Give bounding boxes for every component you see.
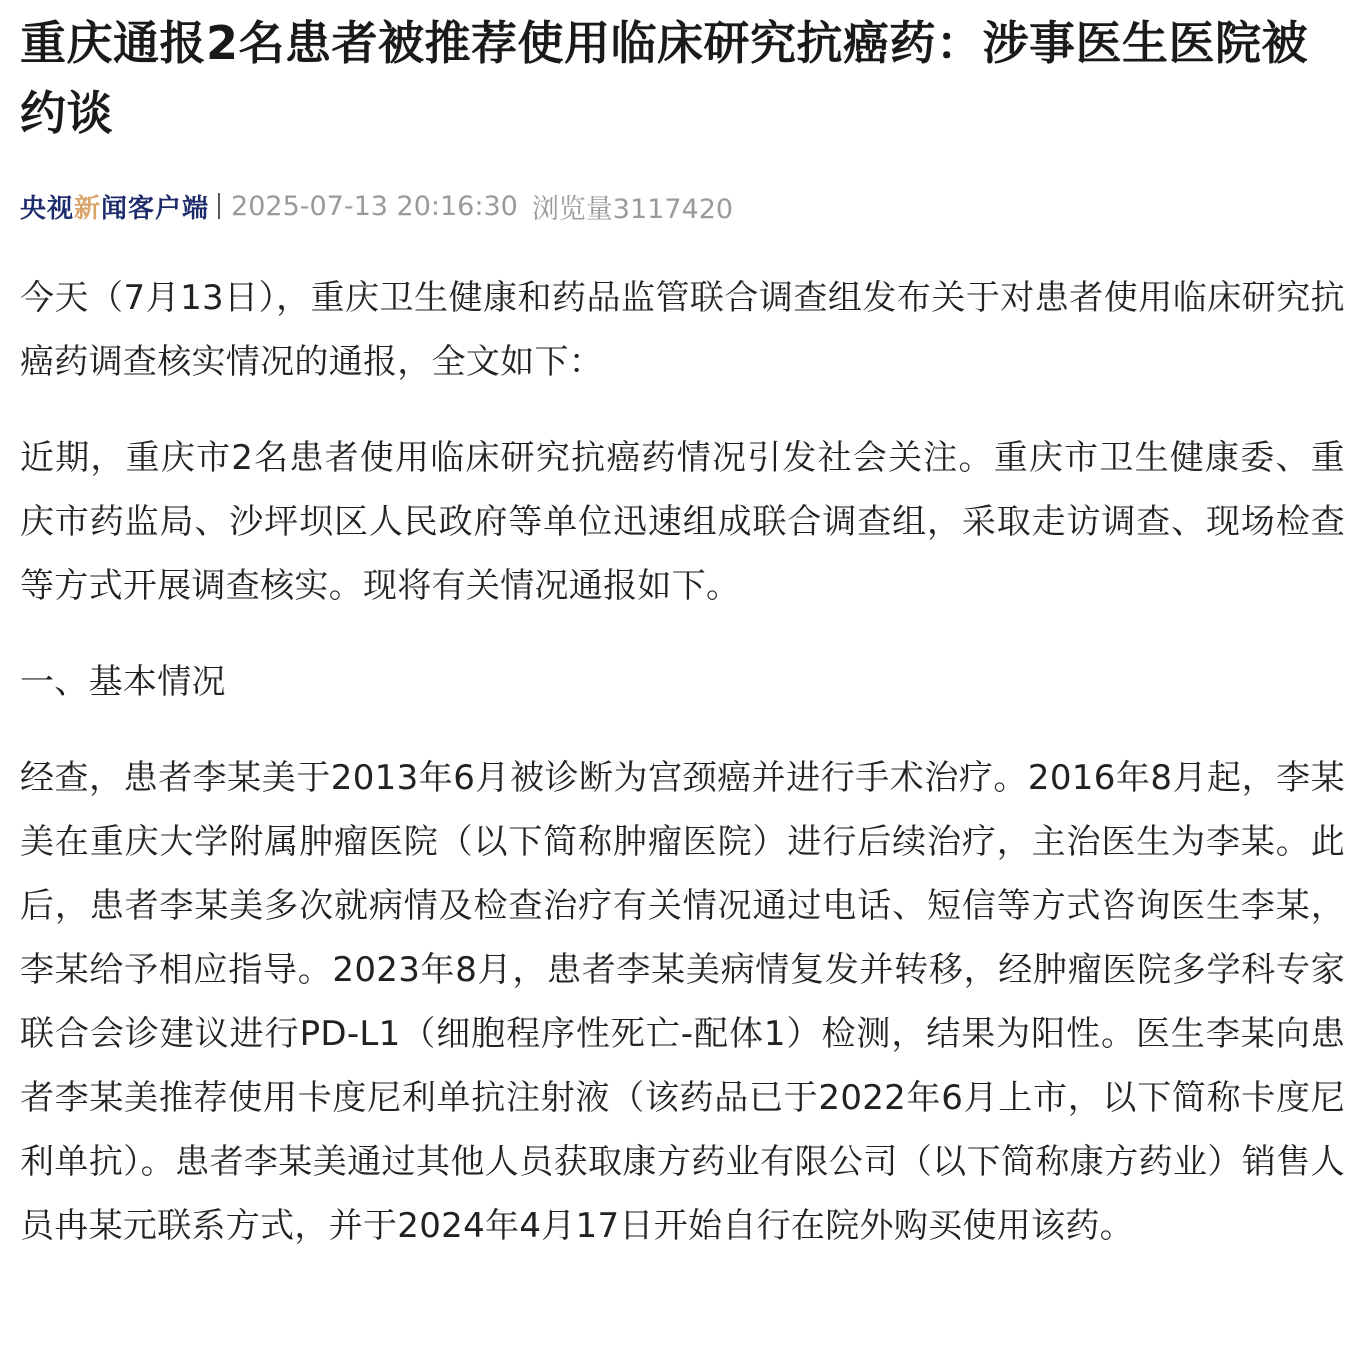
section-heading: 一、基本情况	[20, 662, 226, 702]
source-name-part1: 央视	[20, 193, 75, 224]
paragraph-background: 近期，重庆市2名患者使用临床研究抗癌药情况引发社会关注。重庆市卫生健康委、重庆市药监局、沙坪坝区人民政府等单位迅速组成联合调查组，采取走访调查、现场检查等方式开展调查核实。现将有关情况通报如下。	[20, 438, 1345, 606]
source-name[interactable]	[20, 188, 209, 225]
paragraph-intro: 今天（7月13日），重庆卫生健康和药品监管联合调查组发布关于对患者使用临床研究抗癌药调查核实情况的通报，全文如下：	[20, 278, 1345, 382]
view-count: 浏览量3117420	[531, 193, 734, 225]
source-name-part2: 闻客户端	[101, 193, 210, 224]
meta-divider	[218, 193, 220, 219]
source-name-accent: 新	[74, 193, 102, 224]
article-title: 重庆通报2名患者被推荐使用临床研究抗癌药：涉事医生医院被约谈	[20, 16, 1309, 140]
publish-datetime: 2025-07-13 20:16:30	[231, 190, 518, 222]
article-meta	[20, 186, 1345, 226]
paragraph-details: 经查，患者李某美于2013年6月被诊断为宫颈癌并进行手术治疗。2016年8月起，李某美在重庆大学附属肿瘤医院（以下简称肿瘤医院）进行后续治疗，主治医生为李某。此后，患者李某美多次就病情及检查治疗有关情况通过电话、短信等方式咨询医生李某，李某给予相应指导。2023年8月，患者李某美病情复发并转移，经肿瘤医院多学科专家联合会诊建议进行PD-L1（细胞程序性死亡-配体1）检测，结果为阳性。医生李某向患者李某美推荐使用卡度尼利单抗注射液（该药品已于2022年6月上市，以下简称卡度尼利单抗）。患者李某美通过其他人员获取康方药业有限公司（以下简称康方药业）销售人员冉某元联系方式，并于2024年4月17日开始自行在院外购买使用该药。	[20, 758, 1345, 1246]
